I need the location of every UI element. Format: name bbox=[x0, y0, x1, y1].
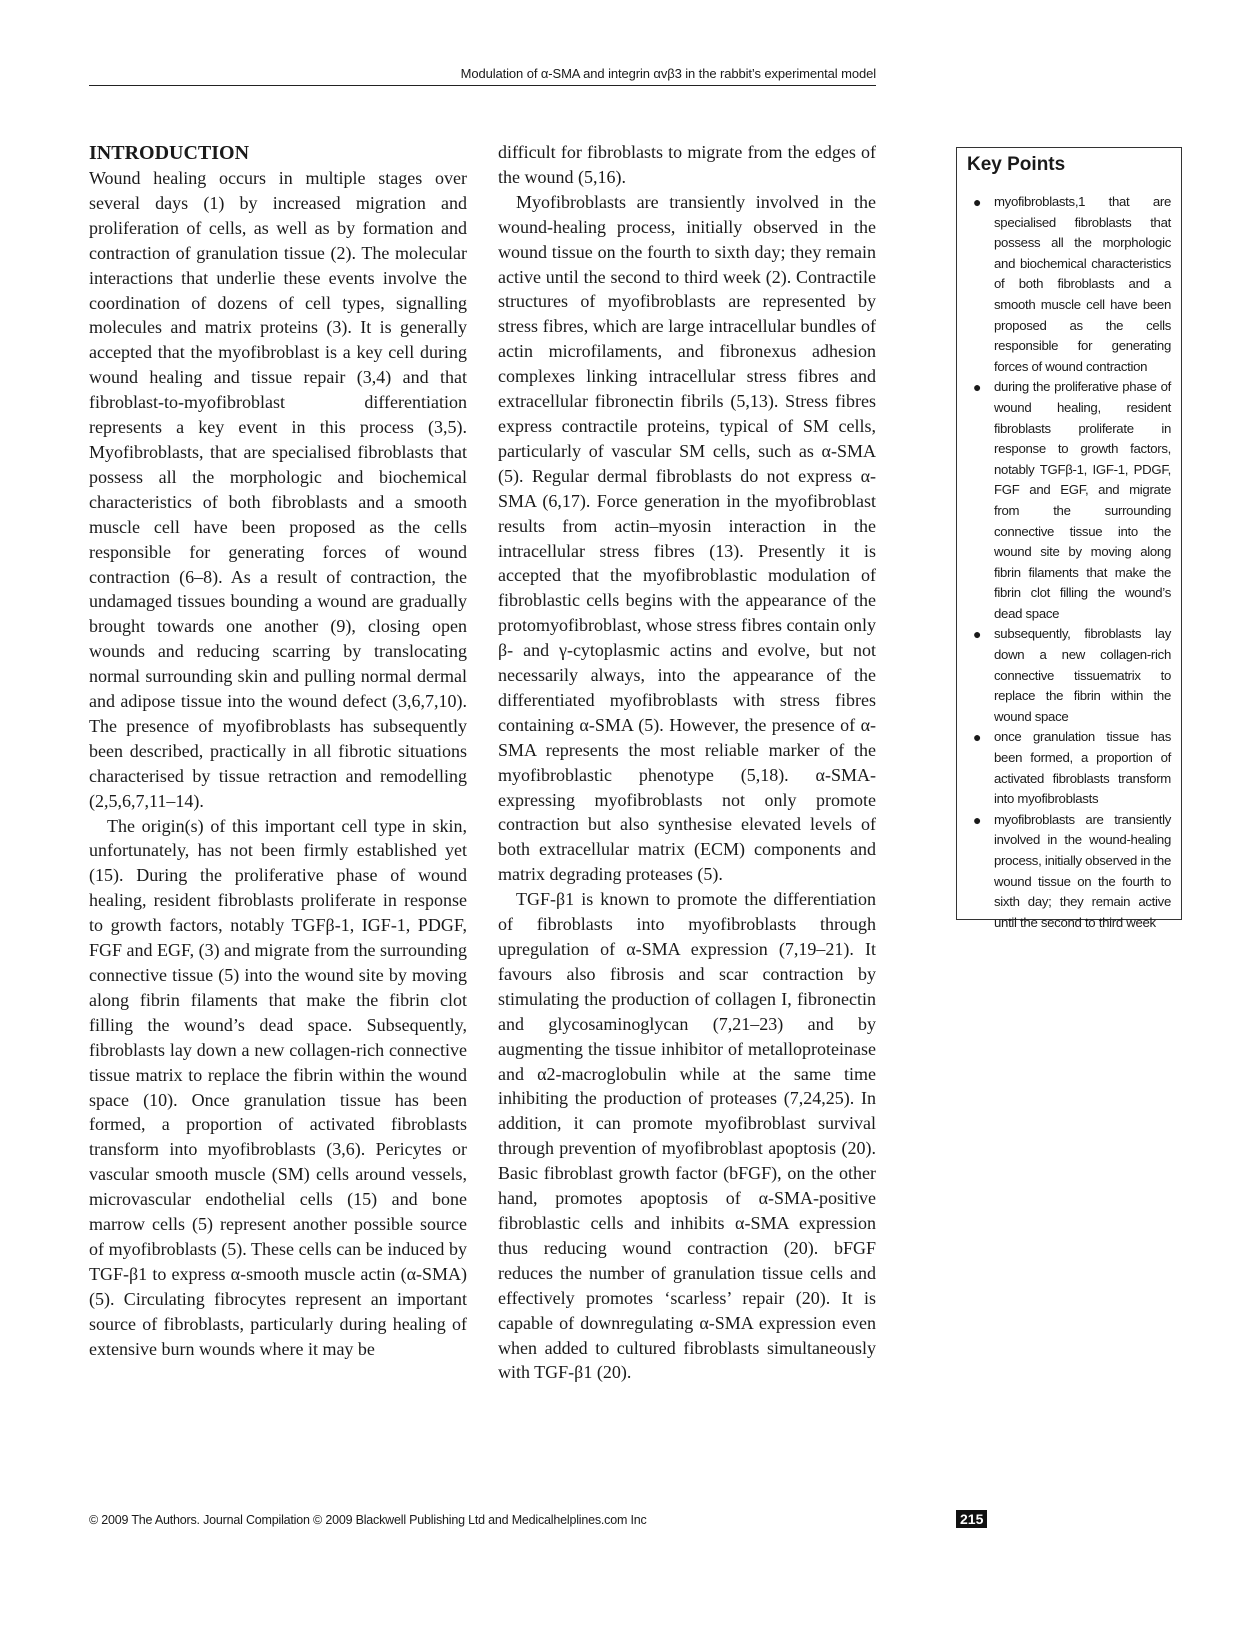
copyright-footer: © 2009 The Authors. Journal Compilation © 2009 Blackwell Publishing Ltd and Medicalhelplines.com Inc bbox=[89, 1513, 647, 1527]
key-point-item bbox=[967, 624, 1171, 727]
page-number: 215 bbox=[956, 1510, 987, 1528]
body-paragraph: difficult for fibroblasts to migrate from the edges of the wound (5,16). bbox=[498, 142, 876, 187]
bullet-icon: ● bbox=[973, 729, 982, 746]
running-title: Modulation of α-SMA and integrin αvβ3 in the rabbit’s experimental model bbox=[460, 66, 876, 81]
middle-column bbox=[498, 140, 876, 1385]
key-point-text: once granulation tissue has been formed, a proportion of activated fibroblasts transform into myofibroblasts bbox=[994, 729, 1171, 807]
key-point-text: myofibroblasts are transiently involved in the wound-healing process, initially observed in the wound tissue on the fourth to sixth day; they remain active until the second to third week bbox=[994, 811, 1171, 930]
key-point-text: during the proliferative phase of wound healing, resident fibroblasts proliferate in response to growth factors, notably TGFβ-1, IGF-1, PDGF, FGF and EGF, and migrate from the surrounding connective tissue into the wound site by moving along fibrin filaments that make the fibrin clot filling the wound’s dead space bbox=[994, 379, 1171, 621]
body-paragraph: TGF-β1 is known to promote the differentiation of fibroblasts into myofibroblasts through upregulation of α-SMA expression (7,19–21). It favours also fibrosis and scar contraction by stimulating the production of collagen I, fibronectin and glycosaminoglycan (7,21–23) and by augmenting the tissue inhibitor of metalloproteinase and α2-macroglobulin while at the same time inhibiting the production of proteases (7,24,25). In addition, it can promote myofibroblast survival through prevention of myofibroblast apoptosis (20). Basic fibroblast growth factor (bFGF), on the other hand, promotes apoptosis of α-SMA-positive fibroblastic cells and inhibits α-SMA expression thus reducing wound contraction (20). bFGF reduces the number of granulation tissue cells and effectively promotes ‘scarless’ repair (20). It is capable of downregulating α-SMA expression even when added to cultured fibroblasts simultaneously with TGF-β1 (20). bbox=[498, 889, 876, 1383]
body-paragraph: Wound healing occurs in multiple stages over several days (1) by increased migration and proliferation of cells, as well as by formation and contraction of granulation tissue (2). The molecular interactions that underlie these events involve the coordination of dozens of cell types, signalling molecules and matrix proteins (3). It is generally accepted that the myofibroblast is a key cell during wound healing and tissue repair (3,4) and that fibroblast-to-myofibroblast differentiation represents a key event in this process (3,5). Myofibroblasts, that are specialised fibroblasts that possess all the morphologic and biochemical characteristics of both fibroblasts and a smooth muscle cell have been proposed as the cells responsible for generating forces of wound contraction (6–8). As a result of contraction, the undamaged tissues bounding a wound are gradually brought towards one another (9), closing open wounds and reducing scarring by translocating normal surrounding skin and pulling normal dermal and adipose tissue into the wound defect (3,6,7,10). The presence of myofibroblasts has subsequently been described, practically in all fibrotic situations characterised by tissue retraction and remodelling (2,5,6,7,11–14). bbox=[89, 168, 467, 811]
section-heading-introduction: INTRODUCTION bbox=[89, 142, 250, 164]
key-point-item bbox=[967, 192, 1171, 377]
bullet-icon: ● bbox=[973, 379, 982, 396]
running-header bbox=[89, 66, 876, 86]
key-points-title: Key Points bbox=[967, 154, 1066, 175]
bullet-icon: ● bbox=[973, 626, 982, 643]
bullet-icon: ● bbox=[973, 194, 982, 210]
key-point-item bbox=[967, 377, 1171, 624]
key-points-box bbox=[956, 147, 1182, 930]
key-point-item bbox=[967, 810, 1171, 934]
bullet-icon: ● bbox=[973, 811, 982, 828]
body-paragraph: Myofibroblasts are transiently involved in the wound-healing process, initially observed in the wound tissue on the fourth to sixth day; they remain active until the second to third week (2). Contractile structures of myofibroblasts are represented by stress fibres, which are large intracellular bundles of actin microfilaments, and fibronexus adhesion complexes linking intracellular stress fibres and extracellular fibronectin fibrils (5,13). Stress fibres express contractile proteins, typical of SM cells, particularly of vascular SM cells, such as α-SMA (5). Regular dermal fibroblasts do not express α-SMA (6,17). Force generation in the myofibroblast results from actin–myosin interaction in the intracellular stress fibres (13). Presently it is accepted that the myofibroblastic modulation of fibroblastic cells begins with the appearance of the protomyofibroblast, whose stress fibres contain only β- and γ-cytoplasmic actins and evolve, but not necessarily always, into the appearance of the differentiated myofibroblasts with stress fibres containing α-SMA (5). However, the presence of α-SMA represents the most reliable marker of the myofibroblastic phenotype (5,18). α-SMA-expressing myofibroblasts not only promote contraction but also synthesise elevated levels of both extracellular matrix (ECM) components and matrix degrading proteases (5). bbox=[498, 191, 876, 885]
body-paragraph: The origin(s) of this important cell type in skin, unfortunately, has not been firmly established yet (15). During the proliferative phase of wound healing, resident fibroblasts proliferate in response to growth factors, notably TGFβ-1, IGF-1, PDGF, FGF and EGF, (3) and migrate from the surrounding connective tissue (5) into the wound site by moving along fibrin filaments that make the fibrin clot filling the wound’s dead space. Subsequently, fibroblasts lay down a new collagen-rich connective tissue matrix to replace the fibrin within the wound space (10). Once granulation tissue has been formed, a proportion of activated fibroblasts transform into myofibroblasts (3,6). Pericytes or vascular smooth muscle (SM) cells around vessels, microvascular endothelial cells (15) and bone marrow cells (5) represent another possible source of myofibroblasts (5). These cells can be induced by TGF-β1 to express α-smooth muscle actin (α-SMA) (5). Circulating fibrocytes represent an important source of fibroblasts, particularly during healing of extensive burn wounds where it may be bbox=[89, 815, 467, 1359]
left-column bbox=[89, 140, 467, 1362]
key-point-item bbox=[967, 727, 1171, 809]
key-point-text: subsequently, fibroblasts lay down a new collagen-rich connective tissuematrix to replace the fibrin within the wound space bbox=[994, 626, 1171, 724]
key-points-list bbox=[967, 192, 1171, 933]
key-point-text: myofibroblasts,1 that are specialised fibroblasts that possess all the morphologic and biochemical characteristics of both fibroblasts and a smooth muscle cell have been proposed as the cells responsible for generating forces of wound contraction bbox=[994, 194, 1171, 374]
